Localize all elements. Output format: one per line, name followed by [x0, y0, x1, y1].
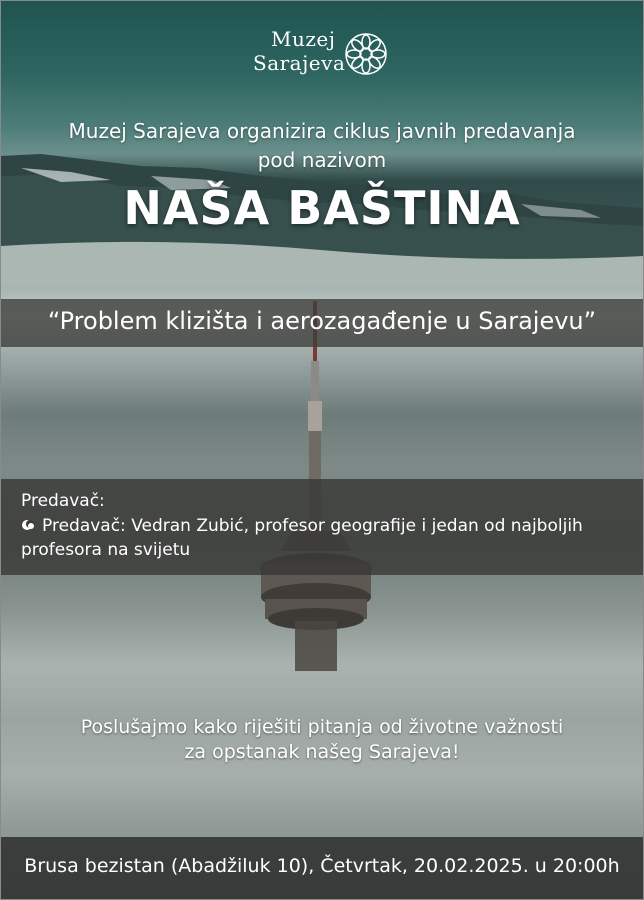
event-details: Brusa bezistan (Abadžiluk 10), Četvrtak, 20.02.2025. u 20:00h: [24, 855, 620, 877]
lecturer-band: [1, 479, 643, 575]
closing-text: [1, 715, 643, 765]
museum-logo: [249, 27, 399, 83]
lecturer-heading: Predavač:: [21, 491, 105, 511]
closing-line1: Poslušajmo kako riješiti pitanja od životne važnosti: [80, 716, 564, 738]
lecturer-item: [21, 514, 631, 562]
series-title: NAŠA BAŠTINA: [123, 181, 521, 235]
lecturer-line1: Predavač: Vedran Zubić, profesor geografije i jedan od najboljih: [42, 516, 583, 536]
bullet-icon: [21, 518, 37, 532]
lecture-title: “Problem klizišta i aerozagađenje u Sarajevu”: [47, 307, 597, 335]
intro-line1: Muzej Sarajeva organizira ciklus javnih predavanja: [68, 119, 576, 143]
intro-line2: pod nazivom: [257, 148, 387, 172]
lecture-title-band: [1, 299, 643, 347]
flower-emblem-icon: [343, 31, 389, 77]
closing-line2: za opstanak našeg Sarajeva!: [184, 741, 460, 763]
lecturer-line2: profesora na svijetu: [21, 540, 191, 560]
event-details-band: [1, 837, 643, 899]
logo-text-line2: Sarajeva: [253, 51, 346, 75]
intro-text: [1, 117, 643, 175]
logo-text-line1: Muzej: [271, 27, 336, 51]
